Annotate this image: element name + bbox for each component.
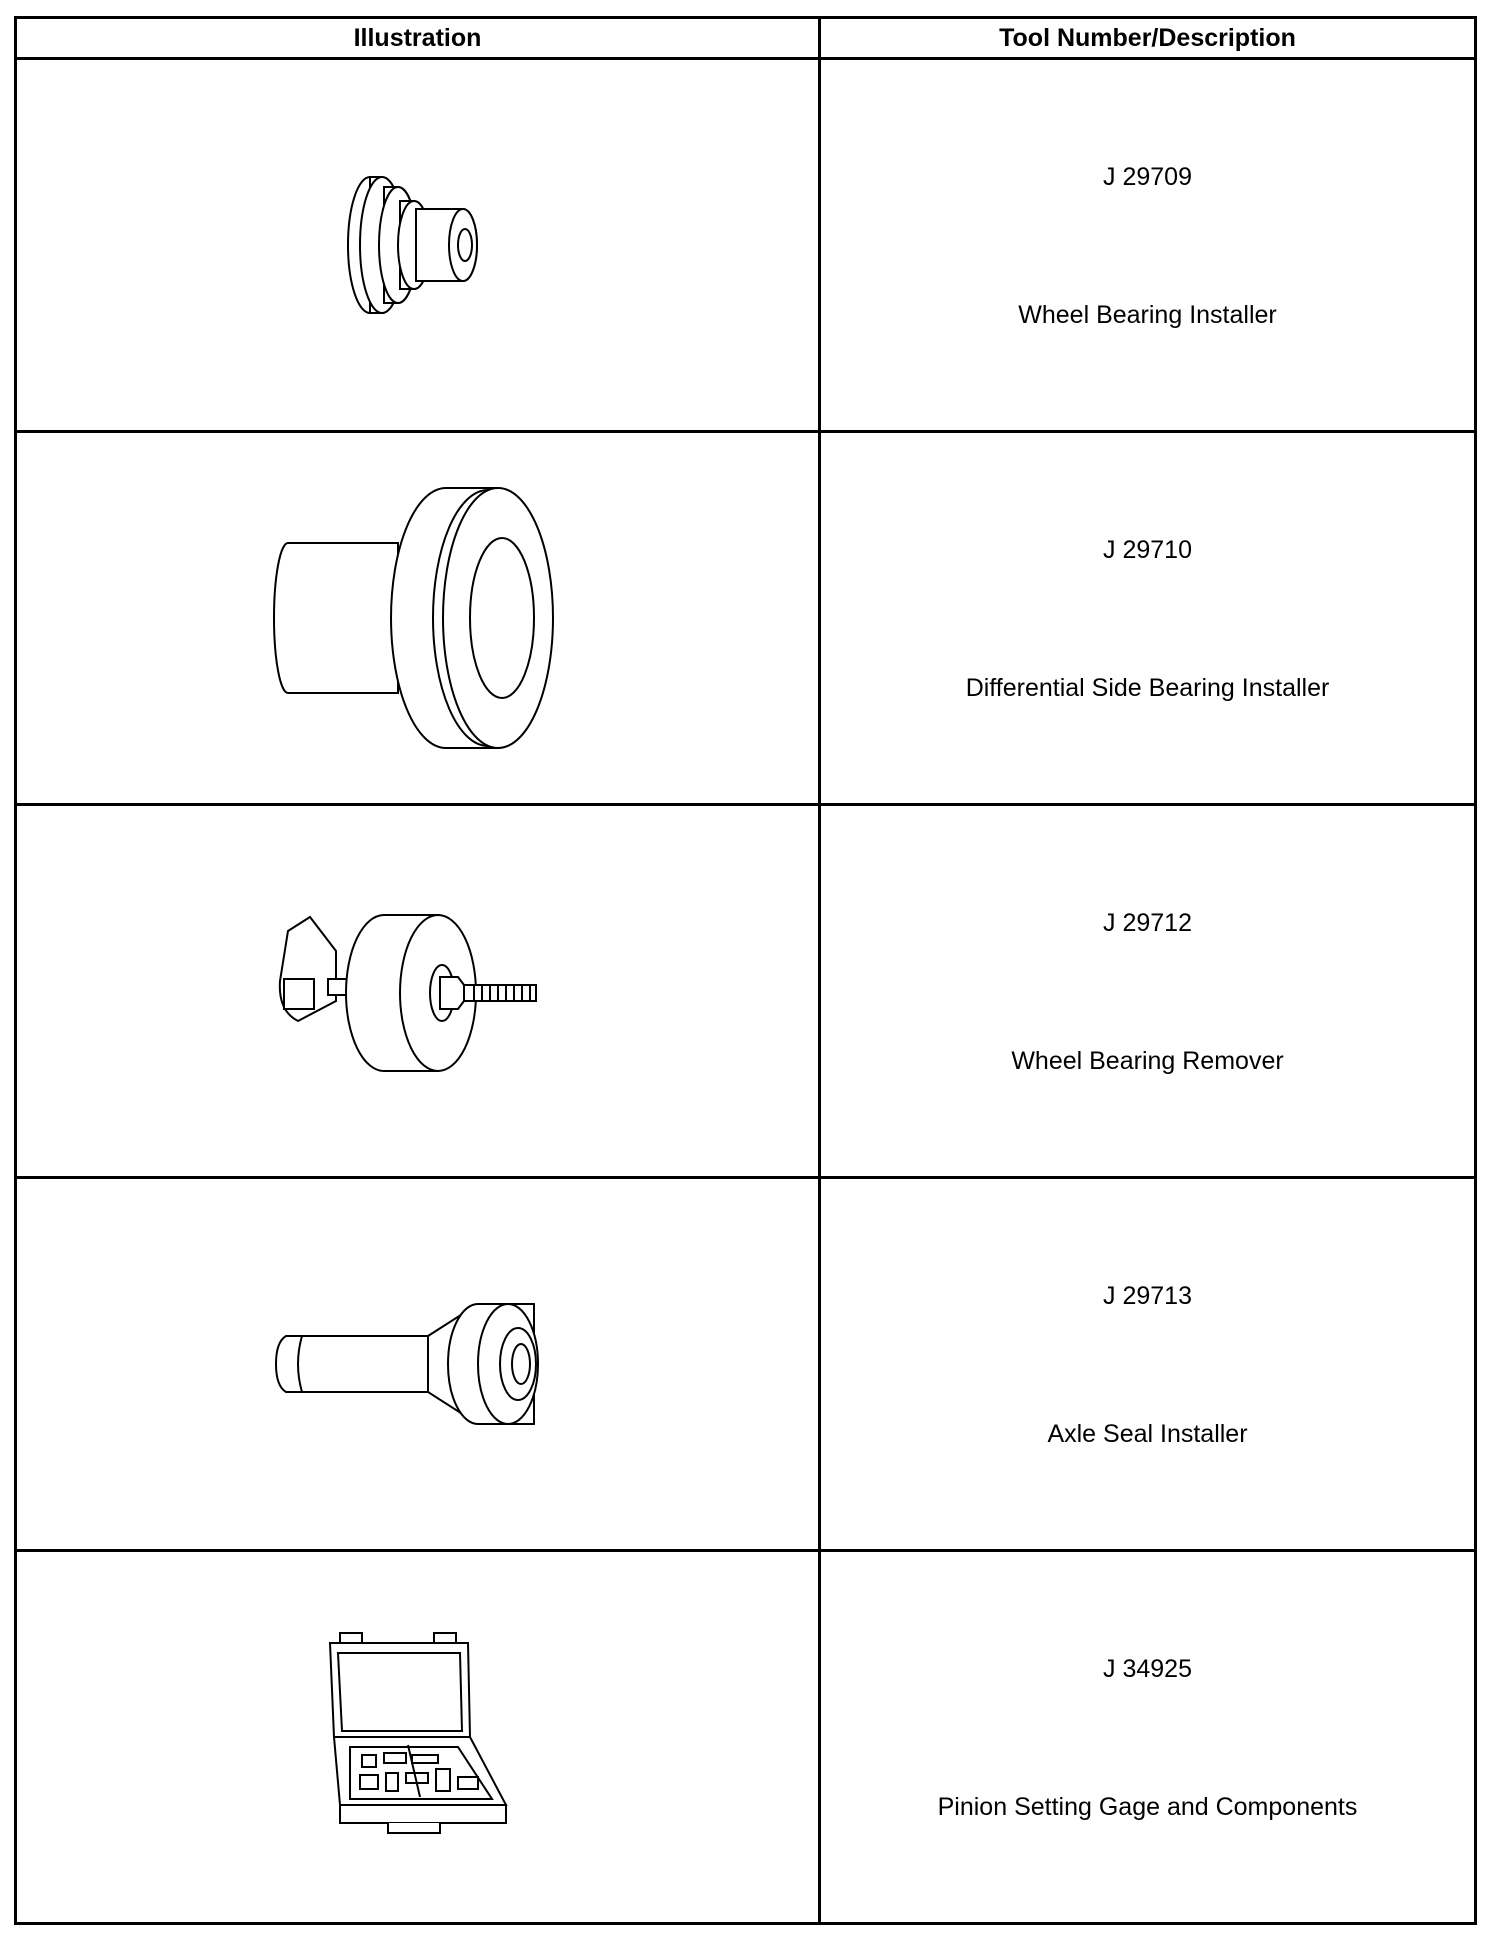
tool-description: Wheel Bearing Remover <box>1011 1047 1284 1075</box>
header-illustration: Illustration <box>16 18 820 59</box>
axle-seal-installer-icon <box>258 1264 578 1464</box>
tool-number: J 34925 <box>1103 1655 1192 1683</box>
wheel-bearing-installer-icon <box>308 145 528 345</box>
differential-side-bearing-installer-icon <box>248 483 588 753</box>
description-cell <box>820 1551 1476 1924</box>
description-cell <box>820 59 1476 432</box>
table-row <box>16 805 1476 1178</box>
table-row <box>16 59 1476 432</box>
illustration-cell <box>16 59 820 432</box>
table-row <box>16 1551 1476 1924</box>
illustration-cell <box>16 432 820 805</box>
table-row <box>16 432 1476 805</box>
table-row <box>16 1178 1476 1551</box>
special-tools-table <box>14 16 1477 1925</box>
illustration-cell <box>16 805 820 1178</box>
pinion-setting-gage-case-icon <box>308 1627 528 1847</box>
tool-description: Wheel Bearing Installer <box>1018 301 1277 329</box>
table-header-row <box>16 18 1476 59</box>
illustration-cell <box>16 1551 820 1924</box>
tool-description: Pinion Setting Gage and Components <box>937 1793 1358 1821</box>
illustration-cell <box>16 1178 820 1551</box>
description-cell <box>820 1178 1476 1551</box>
description-cell <box>820 432 1476 805</box>
header-tool-number-description: Tool Number/Description <box>820 18 1476 59</box>
description-cell <box>820 805 1476 1178</box>
wheel-bearing-remover-icon <box>258 891 578 1091</box>
tool-description: Differential Side Bearing Installer <box>965 674 1330 702</box>
tool-description: Axle Seal Installer <box>1047 1420 1248 1448</box>
tool-number: J 29712 <box>1103 909 1192 937</box>
tool-number: J 29709 <box>1103 163 1192 191</box>
tool-number: J 29713 <box>1103 1282 1192 1310</box>
tool-number: J 29710 <box>1103 536 1192 564</box>
